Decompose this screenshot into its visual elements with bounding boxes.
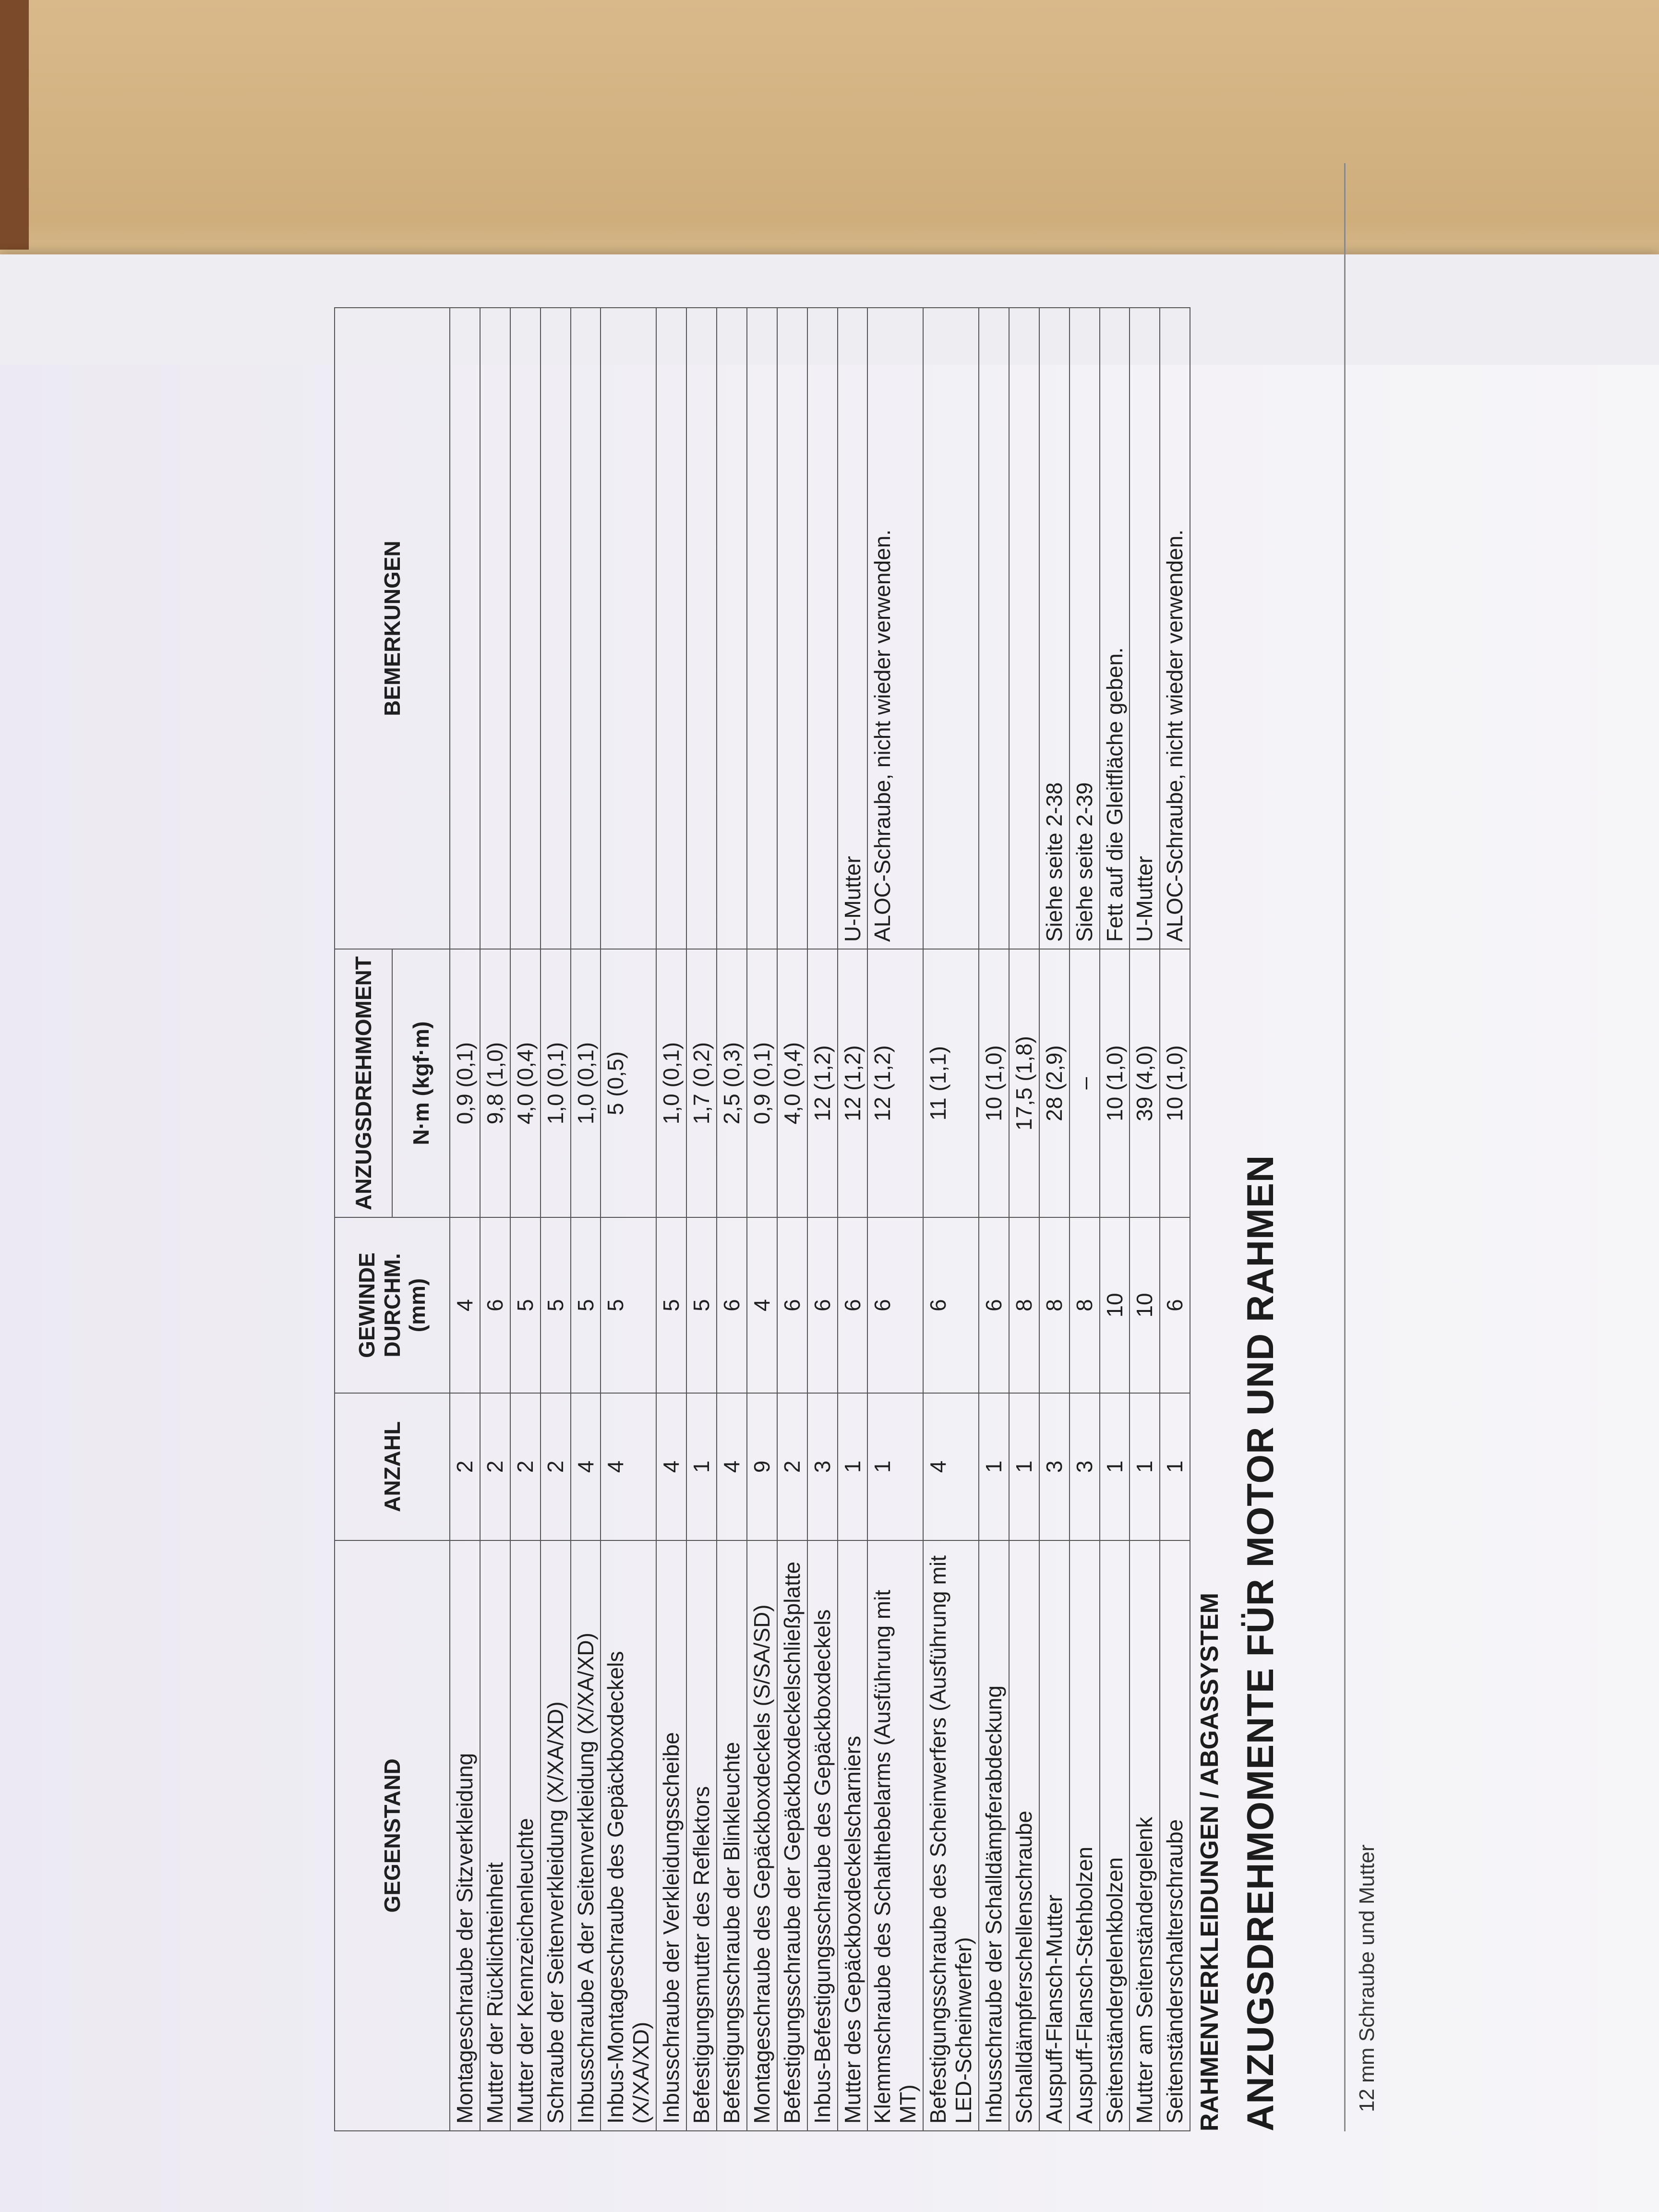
table-row <box>450 308 480 2131</box>
cell-remarks <box>807 308 838 949</box>
cell-item: Montageschraube der Sitzverkleidung <box>450 1540 480 2131</box>
table-row <box>480 308 510 2131</box>
cell-remarks <box>480 308 510 949</box>
cell-remarks <box>979 308 1009 949</box>
cell-thread: 8 <box>1009 1217 1039 1393</box>
cell-qty: 2 <box>450 1393 480 1540</box>
table-row <box>571 308 601 2131</box>
cell-remarks: ALOC-Schraube, nicht wieder verwenden. <box>867 308 923 949</box>
cell-item: Inbus-Montageschraube des Gepäckboxdeckels (X/XA/XD) <box>601 1540 656 2131</box>
cell-qty: 1 <box>979 1393 1009 1540</box>
cell-qty: 4 <box>656 1393 686 1540</box>
cell-item: Befestigungsmutter des Reflektors <box>686 1540 717 2131</box>
cell-remarks: Siehe seite 2-39 <box>1070 308 1100 949</box>
cell-remarks <box>450 308 480 949</box>
header-remarks: BEMERKUNGEN <box>335 308 450 949</box>
cell-torque: 1,0 (0,1) <box>541 949 571 1217</box>
header-qty: ANZAHL <box>335 1393 450 1540</box>
table-row <box>1009 308 1039 2131</box>
previous-table-fragment <box>1344 163 1413 2131</box>
cell-item: Seitenständergelenkbolzen <box>1100 1540 1130 2131</box>
table-row <box>838 308 868 2131</box>
cell-thread: 8 <box>1070 1217 1100 1393</box>
document-subtitle: RAHMENVERKLEIDUNGEN / ABGASSYSTEM <box>1196 1593 1224 2131</box>
cell-qty: 2 <box>480 1393 510 1540</box>
header-torque: ANZUGSDREHMOMENT <box>335 949 392 1217</box>
cell-thread: 6 <box>807 1217 838 1393</box>
table-row <box>686 308 717 2131</box>
table-row <box>807 308 838 2131</box>
table-row <box>1070 308 1100 2131</box>
cell-thread: 4 <box>450 1217 480 1393</box>
cell-item: Inbusschraube der Verkleidungsscheibe <box>656 1540 686 2131</box>
cell-qty: 4 <box>717 1393 747 1540</box>
cell-torque: 4,0 (0,4) <box>777 949 807 1217</box>
cell-remarks <box>747 308 777 949</box>
cell-thread: 5 <box>601 1217 656 1393</box>
cell-torque: 12 (1,2) <box>867 949 923 1217</box>
cell-thread: 4 <box>747 1217 777 1393</box>
cell-torque: 9,8 (1,0) <box>480 949 510 1217</box>
rotated-document-page <box>10 163 1594 2131</box>
cell-thread: 6 <box>923 1217 979 1393</box>
table-row <box>1160 308 1190 2131</box>
cell-torque: 5 (0,5) <box>601 949 656 1217</box>
cell-qty: 3 <box>807 1393 838 1540</box>
cell-thread: 5 <box>541 1217 571 1393</box>
cell-remarks: U-Mutter <box>1130 308 1160 949</box>
cell-qty: 2 <box>541 1393 571 1540</box>
cell-item: Seitenständerschalterschraube <box>1160 1540 1190 2131</box>
table-row <box>979 308 1009 2131</box>
cell-remarks <box>1009 308 1039 949</box>
table-row <box>656 308 686 2131</box>
cell-torque: 28 (2,9) <box>1039 949 1070 1217</box>
cell-torque: 12 (1,2) <box>807 949 838 1217</box>
cell-item: Klemmschraube des Schalthebelarms (Ausführung mit MT) <box>867 1540 923 2131</box>
cell-thread: 5 <box>510 1217 541 1393</box>
cell-thread: 6 <box>777 1217 807 1393</box>
cell-torque: 4,0 (0,4) <box>510 949 541 1217</box>
cell-qty: 1 <box>1100 1393 1130 1540</box>
table-row <box>717 308 747 2131</box>
header-item: GEGENSTAND <box>335 1540 450 2131</box>
table-row <box>747 308 777 2131</box>
table-row <box>923 308 979 2131</box>
table-row <box>777 308 807 2131</box>
cell-thread: 6 <box>480 1217 510 1393</box>
cell-torque: 0,9 (0,1) <box>450 949 480 1217</box>
cell-thread: 6 <box>979 1217 1009 1393</box>
cell-qty: 4 <box>601 1393 656 1540</box>
header-thread: GEWINDE DURCHM. (mm) <box>335 1217 450 1393</box>
cell-torque: 17,5 (1,8) <box>1009 949 1039 1217</box>
cell-remarks <box>923 308 979 949</box>
cell-item: Inbusschraube A der Seitenverkleidung (X/XA/XD) <box>571 1540 601 2131</box>
cell-thread: 10 <box>1100 1217 1130 1393</box>
cell-qty: 1 <box>686 1393 717 1540</box>
cell-qty: 2 <box>777 1393 807 1540</box>
table-row <box>1100 308 1130 2131</box>
cell-thread: 6 <box>717 1217 747 1393</box>
cell-torque: 0,9 (0,1) <box>747 949 777 1217</box>
cell-remarks <box>601 308 656 949</box>
cell-torque: 12 (1,2) <box>838 949 868 1217</box>
cell-qty: 1 <box>867 1393 923 1540</box>
cell-qty: 9 <box>747 1393 777 1540</box>
cell-thread: 10 <box>1130 1217 1160 1393</box>
cell-item: Befestigungsschraube der Gepäckboxdeckelschließplatte <box>777 1540 807 2131</box>
cell-qty: 1 <box>1130 1393 1160 1540</box>
table-row <box>541 308 571 2131</box>
previous-row-text: 12 mm Schraube und Mutter <box>1355 1844 1379 2112</box>
cell-qty: 4 <box>571 1393 601 1540</box>
table-row <box>1039 308 1070 2131</box>
cell-remarks <box>777 308 807 949</box>
table-row <box>510 308 541 2131</box>
cell-thread: 5 <box>571 1217 601 1393</box>
cell-qty: 3 <box>1070 1393 1100 1540</box>
cell-thread: 6 <box>838 1217 868 1393</box>
cell-remarks: U-Mutter <box>838 308 868 949</box>
cell-remarks: ALOC-Schraube, nicht wieder verwenden. <box>1160 308 1190 949</box>
cell-item: Mutter der Kennzeichenleuchte <box>510 1540 541 2131</box>
cell-thread: 6 <box>1160 1217 1190 1393</box>
cell-remarks <box>656 308 686 949</box>
cell-torque: 10 (1,0) <box>1100 949 1130 1217</box>
cell-torque: 11 (1,1) <box>923 949 979 1217</box>
cell-thread: 8 <box>1039 1217 1070 1393</box>
cell-thread: 5 <box>686 1217 717 1393</box>
cell-torque: 39 (4,0) <box>1130 949 1160 1217</box>
torque-table <box>334 307 1190 2131</box>
cell-torque: 1,0 (0,1) <box>571 949 601 1217</box>
table-body <box>450 308 1190 2131</box>
cell-item: Montageschraube des Gepäckboxdeckels (S/SA/SD) <box>747 1540 777 2131</box>
cell-remarks <box>510 308 541 949</box>
cell-thread: 5 <box>656 1217 686 1393</box>
cell-remarks <box>717 308 747 949</box>
cell-qty: 1 <box>1009 1393 1039 1540</box>
cell-remarks <box>541 308 571 949</box>
cell-torque: 10 (1,0) <box>979 949 1009 1217</box>
table-row <box>867 308 923 2131</box>
cell-torque: 2,5 (0,3) <box>717 949 747 1217</box>
cell-item: Befestigungsschraube der Blinkleuchte <box>717 1540 747 2131</box>
cell-qty: 1 <box>1160 1393 1190 1540</box>
table-row <box>601 308 656 2131</box>
table-header-row <box>335 308 392 2131</box>
document-title: ANZUGSDREHMOMENTE FÜR MOTOR UND RAHMEN <box>1239 1154 1281 2131</box>
cell-item: Mutter der Rücklichteinheit <box>480 1540 510 2131</box>
cell-qty: 1 <box>838 1393 868 1540</box>
cell-remarks: Fett auf die Gleitfläche geben. <box>1100 308 1130 949</box>
cell-remarks <box>571 308 601 949</box>
cell-item: Befestigungsschraube des Scheinwerfers (Ausführung mit LED-Scheinwerfer) <box>923 1540 979 2131</box>
cell-item: Mutter am Seitenständergelenk <box>1130 1540 1160 2131</box>
cell-qty: 3 <box>1039 1393 1070 1540</box>
cell-remarks <box>686 308 717 949</box>
cell-item: Mutter des Gepäckboxdeckelscharniers <box>838 1540 868 2131</box>
cell-item: Inbus-Befestigungsschraube des Gepäckboxdeckels <box>807 1540 838 2131</box>
table-row <box>1130 308 1160 2131</box>
cell-torque: 1,7 (0,2) <box>686 949 717 1217</box>
cell-item: Schalldämpferschellenschraube <box>1009 1540 1039 2131</box>
cell-torque: – <box>1070 949 1100 1217</box>
cell-torque: 1,0 (0,1) <box>656 949 686 1217</box>
cell-item: Auspuff-Flansch-Mutter <box>1039 1540 1070 2131</box>
cell-thread: 6 <box>867 1217 923 1393</box>
cell-item: Inbusschraube der Schalldämpferabdeckung <box>979 1540 1009 2131</box>
cell-qty: 2 <box>510 1393 541 1540</box>
cell-torque: 10 (1,0) <box>1160 949 1190 1217</box>
cell-remarks: Siehe seite 2-38 <box>1039 308 1070 949</box>
header-torque-unit: N·m (kgf·m) <box>392 949 450 1217</box>
cell-qty: 4 <box>923 1393 979 1540</box>
cell-item: Schraube der Seitenverkleidung (X/XA/XD) <box>541 1540 571 2131</box>
cell-item: Auspuff-Flansch-Stehbolzen <box>1070 1540 1100 2131</box>
